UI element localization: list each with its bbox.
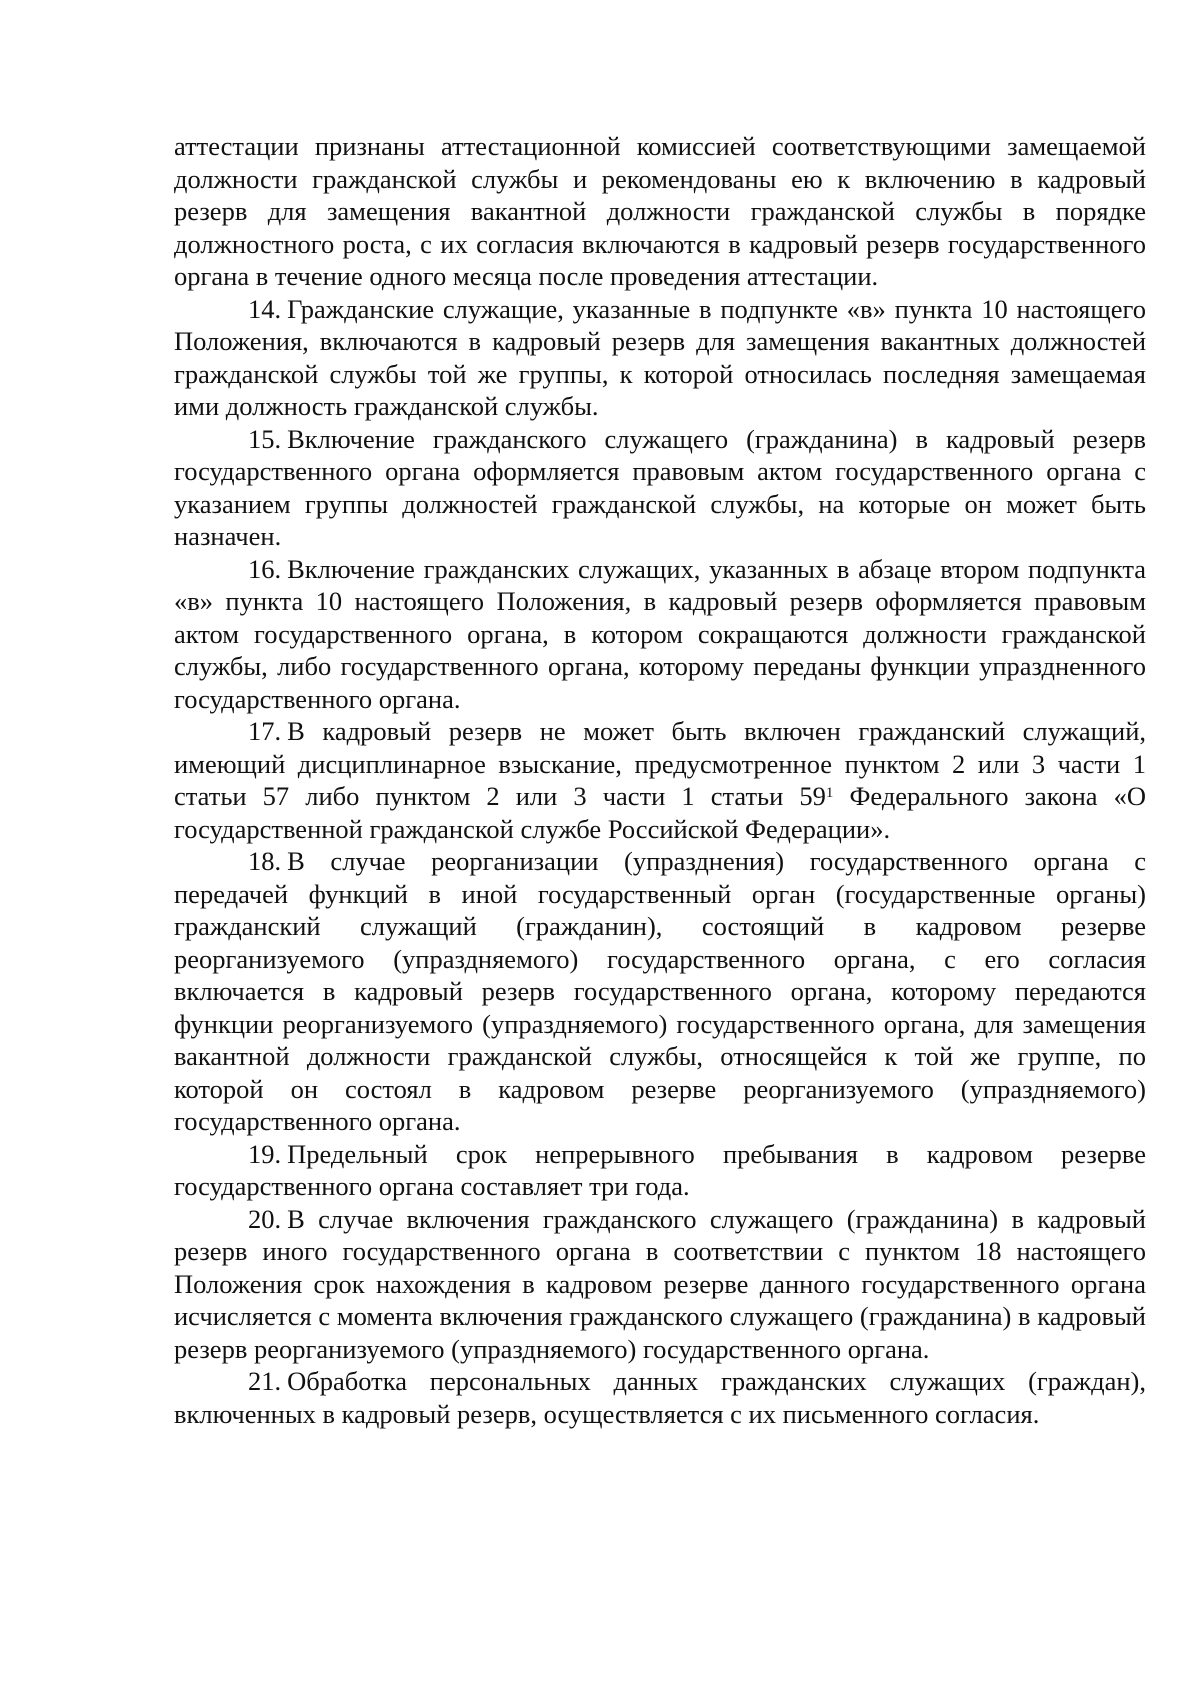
paragraph-18: [174, 845, 1146, 1138]
paragraph-16: [174, 553, 1146, 716]
paragraph-number: 16.: [248, 553, 282, 584]
paragraph-17: [174, 715, 1146, 845]
paragraph-number: 21.: [248, 1366, 282, 1396]
document-page: [174, 130, 1146, 1430]
paragraph-number: 14.: [248, 293, 282, 324]
paragraph-20: [174, 1203, 1146, 1366]
paragraph-14: [174, 293, 1146, 423]
paragraph-text: Включение гражданского служащего (гражданина) в кадровый резерв государственного органа оформляется правовым актом государственного органа с указанием группы должностей гражданской службы, на которые он может быть назначен.: [174, 423, 1146, 551]
paragraph-15: [174, 423, 1146, 553]
paragraph-text: В случае включения гражданского служащего (гражданина) в кадровый резерв иного государственного органа в соответствии с пунктом 18 настоящего Положения срок нахождения в кадровом резерве данного государственного органа исчисляется с момента включения гражданского служащего (гражданина) в кадровый резерв реорганизуемого (упраздняемого) государственного органа.: [174, 1203, 1146, 1364]
paragraph-number: 17.: [248, 716, 282, 746]
paragraph-text-continued: Федерального закона «О государственной гражданской службе Российской Федерации».: [174, 781, 1146, 844]
paragraph-text: Обработка персональных данных гражданских служащих (граждан), включенных в кадровый резерв, осуществляется с их письменного согласия.: [174, 1366, 1146, 1429]
paragraph-19: [174, 1138, 1146, 1203]
paragraph-number: 20.: [248, 1203, 282, 1234]
paragraph-text: Гражданские служащие, указанные в подпункте «в» пункта 10 настоящего Положения, включаются в кадровый резерв для замещения вакантных должностей гражданской службы той же группы, к которой относилась последняя замещаемая ими должность гражданской службы.: [174, 293, 1146, 421]
paragraph-number: 18.: [248, 846, 282, 876]
paragraph-text: В кадровый резерв не может быть включен гражданский служащий, имеющий дисциплинарное взыскание, предусмотренное пунктом 2 или 3 части 1 статьи 57 либо пунктом 2 или 3 части 1 статьи 59: [174, 716, 1146, 811]
paragraph-text: Включение гражданских служащих, указанных в абзаце втором подпункта «в» пункта 10 настоящего Положения, в кадровый резерв оформляется правовым актом государственного органа, в котором сокращаются должности гражданской службы, либо государственного органа, которому переданы функции упраздненного государственного органа.: [174, 553, 1146, 714]
paragraph-text: Предельный срок непрерывного пребывания в кадровом резерве государственного органа составляет три года.: [174, 1138, 1146, 1201]
paragraph-continuation: аттестации признаны аттестационной комиссией соответствующими замещаемой должности гражданской службы и рекомендованы ею к включению в кадровый резерв для замещения вакантной должности гражданской службы в порядке должностного роста, с их согласия включаются в кадровый резерв государственного органа в течение одного месяца после проведения аттестации.: [174, 131, 1146, 291]
article-superscript: 1: [825, 784, 834, 801]
paragraph-text: В случае реорганизации (упразднения) государственного органа с передачей функций в иной государственный орган (государственные органы) гражданский служащий (гражданин), состоящий в кадровом резерве реорганизуемого (упраздняемого) государственного органа, с его согласия включается в кадровый резерв государственного органа, которому передаются функции реорганизуемого (упраздняемого) государственного органа, для замещения вакантной должности гражданской службы, относящейся к той же группе, по которой он состоял в кадровом резерве реорганизуемого (упраздняемого) государственного органа.: [174, 846, 1146, 1136]
paragraph-number: 19.: [248, 1138, 282, 1169]
paragraph-21: [174, 1365, 1146, 1430]
paragraph-number: 15.: [248, 423, 282, 454]
